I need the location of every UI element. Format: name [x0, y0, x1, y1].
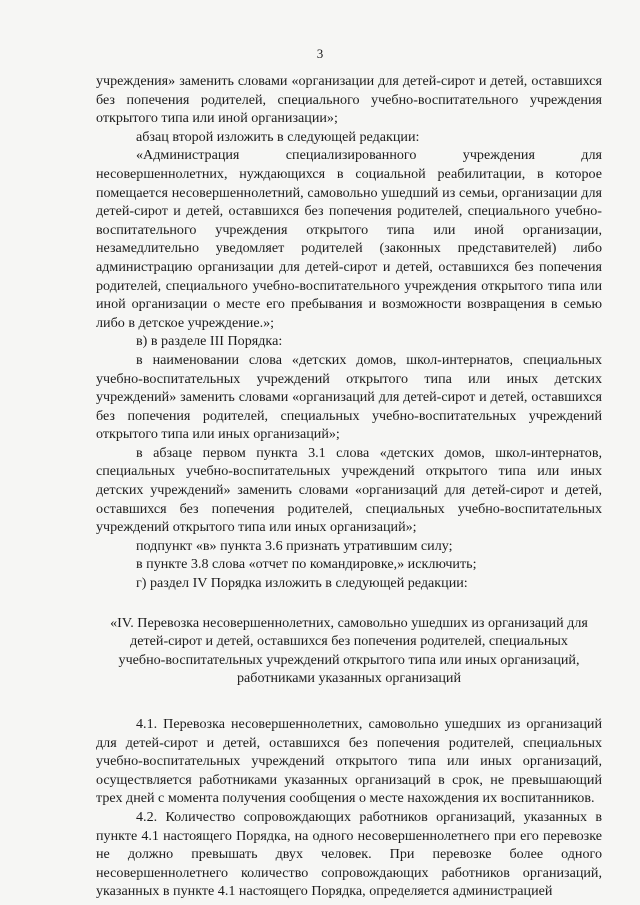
paragraph-9: г) раздел IV Порядка изложить в следующей редакции: — [136, 575, 468, 592]
document-body — [96, 72, 602, 901]
paragraph-6: в абзаце первом пункта 3.1 слова «детских домов, школ-интернатов, специальных учебно-воспитательных учреждений открытого типа или иных детских учреждений» заменить словами «организаций для детей-сирот и детей, оставшихся без попечения родителей, специальных учебно-воспитательных учреждений открытого типа или иных организаций»; — [96, 444, 602, 536]
page-number: 3 — [316, 46, 324, 61]
section-heading: «IV. Перевозка несовершеннолетних, самовольно ушедших из организаций для детей-сирот и детей, оставшихся без попечения родителей, специальных учебно-воспитательных учреждений открытого типа или иных организаций, работниками указанных организаций — [110, 614, 588, 687]
paragraph-1: учреждения» заменить словами «организации для детей-сирот и детей, оставшихся без попечения родителей, специального учебно-воспитательного учреждения открытого типа или иной организации»; — [96, 73, 602, 127]
paragraph-4-2: 4.2. Количество сопровождающих работников организаций, указанных в пункте 4.1 настоящего Порядка, на одного несовершеннолетнего при его перевозке не должно превышать двух человек. При перевозке более одного несовершеннолетнего количество сопровождающих работников организаций, указанных в пункте 4.1 настоящего Порядка, определяется администрацией — [96, 808, 602, 900]
paragraph-4: в) в разделе III Порядка: — [136, 333, 283, 350]
paragraph-4-1: 4.1. Перевозка несовершеннолетних, самовольно ушедших из организаций для детей-сирот и детей, оставшихся без попечения родителей, специальных учебно-воспитательных учреждений открытого типа или иных организаций, осуществляется работниками указанных организаций в срок, не превышающий трех дней с момента получения сообщения о месте нахождения их воспитанников. — [96, 716, 602, 807]
paragraph-2: абзац второй изложить в следующей редакции: — [136, 128, 420, 145]
paragraph-7: подпункт «в» пункта 3.6 признать утратившим силу; — [136, 537, 453, 554]
paragraph-3-quote: «Администрация специализированного учреждения для несовершеннолетних, нуждающихся в социальной реабилитации, в которое помещается несовершеннолетний, самовольно ушедший из семьи, организации для детей-сирот и детей, оставшихся без попечения родителей, специального учебно-воспитательного учреждения открытого типа или иной организации, незамедлительно уведомляет родителей (законных представителей) либо администрацию организации для детей-сирот и детей, оставшихся без попечения родителей, специального учебно-воспитательного учреждения открытого типа или иной организации о месте его пребывания и возможности возвращения в семью либо в детское учреждение.»; — [96, 147, 602, 331]
paragraph-5: в наименовании слова «детских домов, школ-интернатов, специальных учебно-воспитательных учреждений открытого типа или иных детских учреждений» заменить словами «организаций для детей-сирот и детей, оставшихся без попечения родителей, специальных учебно-воспитательных учреждений открытого типа или иных организаций»; — [96, 351, 602, 443]
paragraph-8: в пункте 3.8 слова «отчет по командировке,» исключить; — [136, 556, 477, 573]
